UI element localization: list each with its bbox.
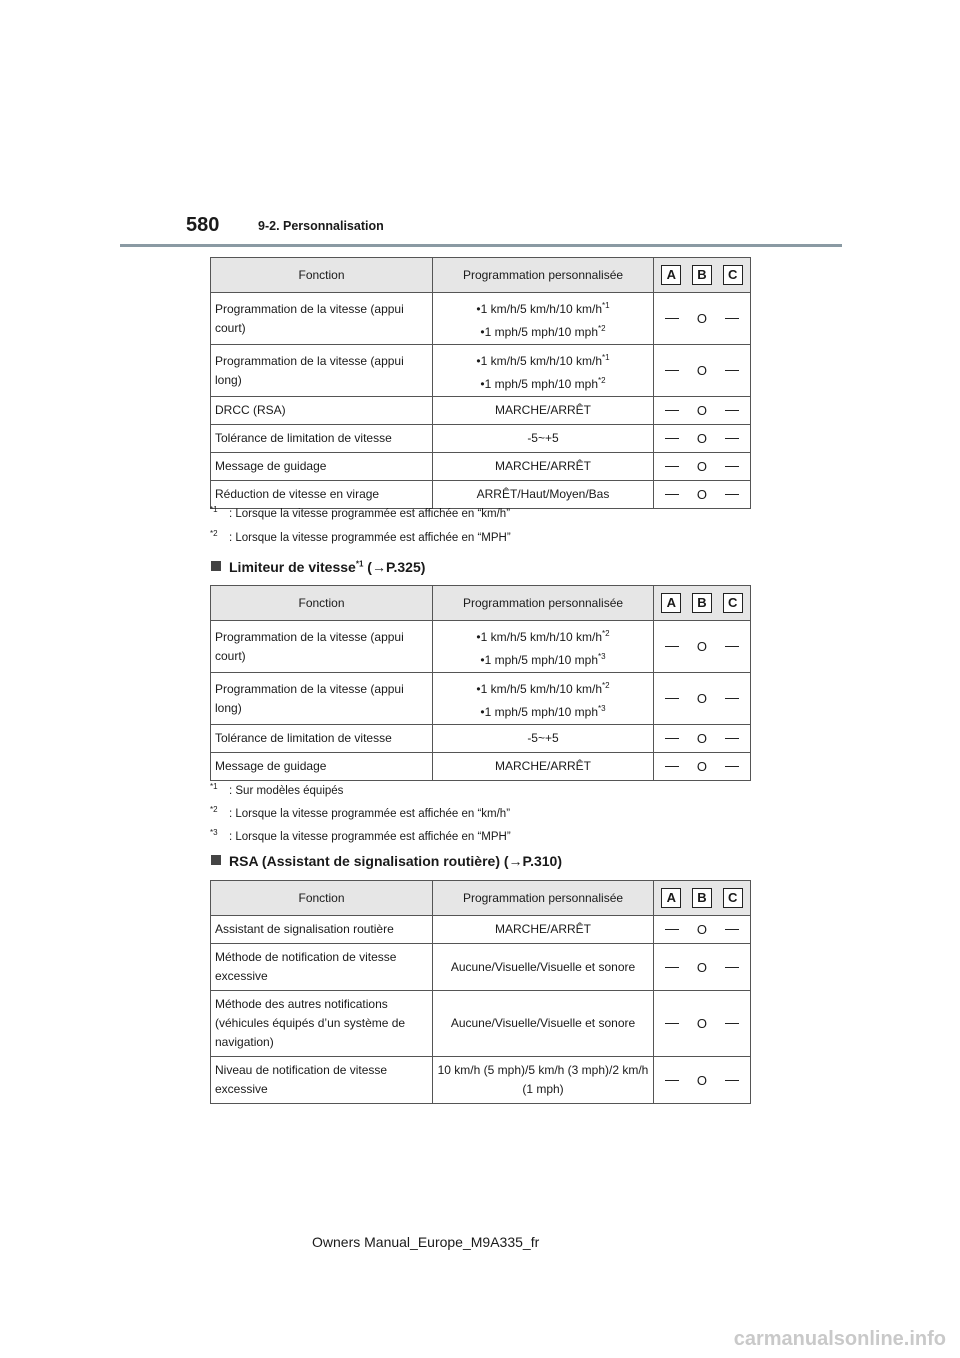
circle-mark: O <box>696 459 708 474</box>
function-cell: Tolérance de limitation de vitesse <box>211 725 433 753</box>
abc-cell <box>654 481 751 509</box>
column-header-function: Fonction <box>211 586 433 621</box>
setting-cell <box>433 621 654 673</box>
dash-mark <box>725 738 739 739</box>
circle-mark: O <box>696 959 708 975</box>
setting-line: •1 km/h/5 km/h/10 km/h <box>476 353 602 368</box>
abc-cell <box>654 293 751 345</box>
table-row <box>211 453 751 481</box>
footnote-mark: *1 <box>210 505 218 514</box>
customization-table-1 <box>210 257 751 509</box>
footnote-ref: *2 <box>602 628 610 638</box>
column-header-programming: Programmation personnalisée <box>433 586 654 621</box>
setting-line: •1 mph/5 mph/10 mph <box>480 376 599 391</box>
circle-mark: O <box>696 1072 708 1088</box>
circle-mark: O <box>696 1016 708 1031</box>
abc-cell <box>654 725 751 753</box>
dash-mark <box>665 370 679 371</box>
footnote-text: : Lorsque la vitesse programmée est affichée en “km/h” <box>229 807 511 820</box>
header-rule <box>120 244 842 247</box>
footnote-mark: *1 <box>210 782 218 791</box>
abc-cell <box>654 621 751 673</box>
dash-mark <box>665 766 679 767</box>
section-title-text: Limiteur de vitesse <box>229 559 356 575</box>
function-cell: Méthode de notification de vitesse excessive <box>211 944 433 991</box>
column-header-abc <box>654 881 751 916</box>
function-cell: Assistant de signalisation routière <box>211 916 433 944</box>
dash-mark <box>665 929 679 930</box>
setting-cell <box>433 293 654 345</box>
column-header-function: Fonction <box>211 881 433 916</box>
dash-mark <box>725 494 739 495</box>
watermark: carmanualsonline.info <box>733 1328 946 1350</box>
column-header-abc <box>654 586 751 621</box>
function-cell: Message de guidage <box>211 753 433 781</box>
dash-mark <box>725 370 739 371</box>
setting-line: •1 mph/5 mph/10 mph <box>480 652 599 667</box>
table-row <box>211 673 751 725</box>
dash-mark <box>725 1023 739 1024</box>
setting-cell: MARCHE/ARRÊT <box>433 397 654 425</box>
dash-mark <box>725 766 739 767</box>
column-b-label: B <box>692 593 712 613</box>
footnote-mark: *2 <box>210 805 218 814</box>
dash-mark <box>665 1023 679 1024</box>
table-row <box>211 425 751 453</box>
footnote-ref: *3 <box>598 651 606 661</box>
dash-mark <box>665 967 679 968</box>
footnote <box>210 529 511 544</box>
footnote-mark: *2 <box>210 529 218 538</box>
column-header-programming: Programmation personnalisée <box>433 258 654 293</box>
abc-cell <box>654 916 751 944</box>
circle-mark: O <box>696 487 708 502</box>
dash-mark <box>665 646 679 647</box>
function-cell: Réduction de vitesse en virage <box>211 481 433 509</box>
circle-mark: O <box>696 731 708 746</box>
dash-mark <box>665 738 679 739</box>
section-title-text: RSA (Assistant de signalisation routière) <box>229 853 500 869</box>
footnote-ref: *2 <box>602 680 610 690</box>
function-cell: Programmation de la vitesse (appui long) <box>211 673 433 725</box>
function-cell: DRCC (RSA) <box>211 397 433 425</box>
footnote-ref: *1 <box>602 300 610 310</box>
table-row <box>211 991 751 1057</box>
function-cell: Méthode des autres notifications (véhicules équipés d’un système de navigation) <box>211 991 433 1057</box>
footnote-mark: *3 <box>210 828 218 837</box>
setting-cell: Aucune/Visuelle/Visuelle et sonore <box>433 944 654 991</box>
dash-mark <box>725 698 739 699</box>
page-reference-link[interactable]: (→P.310) <box>503 853 562 869</box>
table-header-row <box>211 586 751 621</box>
table-row <box>211 621 751 673</box>
dash-mark <box>725 438 739 439</box>
footnote-text: : Lorsque la vitesse programmée est affichée en “MPH” <box>229 531 511 544</box>
dash-mark <box>665 410 679 411</box>
setting-line: •1 mph/5 mph/10 mph <box>480 324 599 339</box>
square-bullet-icon <box>211 561 221 571</box>
setting-cell: ARRÊT/Haut/Moyen/Bas <box>433 481 654 509</box>
table-row <box>211 944 751 991</box>
abc-cell <box>654 425 751 453</box>
footnote <box>210 805 510 820</box>
setting-cell: MARCHE/ARRÊT <box>433 753 654 781</box>
footnote-text: : Lorsque la vitesse programmée est affichée en “MPH” <box>229 830 511 843</box>
setting-cell: MARCHE/ARRÊT <box>433 453 654 481</box>
column-header-function: Fonction <box>211 258 433 293</box>
dash-mark <box>665 1080 679 1081</box>
function-cell: Tolérance de limitation de vitesse <box>211 425 433 453</box>
abc-cell <box>654 345 751 397</box>
footnote <box>210 505 510 520</box>
page-number: 580 <box>186 214 220 236</box>
column-c-label: C <box>723 265 743 285</box>
abc-cell <box>654 397 751 425</box>
column-header-programming: Programmation personnalisée <box>433 881 654 916</box>
function-cell: Programmation de la vitesse (appui long) <box>211 345 433 397</box>
footnote <box>210 782 343 797</box>
circle-mark: O <box>696 691 708 706</box>
section-title-rsa <box>211 853 562 869</box>
footnote-text: : Sur modèles équipés <box>229 784 344 797</box>
table-row <box>211 1057 751 1104</box>
column-c-label: C <box>723 593 743 613</box>
circle-mark: O <box>696 639 708 654</box>
abc-cell <box>654 453 751 481</box>
table-header-row <box>211 881 751 916</box>
dash-mark <box>725 929 739 930</box>
section-title-speed-limiter <box>211 559 425 575</box>
circle-mark: O <box>696 363 708 378</box>
document-footer: Owners Manual_Europe_M9A335_fr <box>312 1234 540 1250</box>
setting-cell <box>433 345 654 397</box>
dash-mark <box>665 494 679 495</box>
dash-mark <box>665 438 679 439</box>
setting-cell: Aucune/Visuelle/Visuelle et sonore <box>433 991 654 1057</box>
column-a-label: A <box>661 265 681 285</box>
dash-mark <box>665 466 679 467</box>
abc-cell <box>654 944 751 991</box>
square-bullet-icon <box>211 855 221 865</box>
dash-mark <box>665 698 679 699</box>
table-row <box>211 916 751 944</box>
column-b-label: B <box>692 265 712 285</box>
circle-mark: O <box>696 922 708 937</box>
setting-cell: -5~+5 <box>433 725 654 753</box>
table-row <box>211 753 751 781</box>
footnote <box>210 828 511 843</box>
function-cell: Programmation de la vitesse (appui court) <box>211 621 433 673</box>
setting-line: •1 mph/5 mph/10 mph <box>480 704 599 719</box>
function-cell: Niveau de notification de vitesse excessive <box>211 1057 433 1104</box>
function-cell: Programmation de la vitesse (appui court) <box>211 293 433 345</box>
table-row <box>211 725 751 753</box>
setting-line: •1 km/h/5 km/h/10 km/h <box>476 681 602 696</box>
table-header-row <box>211 258 751 293</box>
circle-mark: O <box>696 403 708 418</box>
footnote-text: : Lorsque la vitesse programmée est affichée en “km/h” <box>229 507 511 520</box>
setting-cell: MARCHE/ARRÊT <box>433 916 654 944</box>
abc-cell <box>654 753 751 781</box>
column-a-label: A <box>661 888 681 908</box>
column-c-label: C <box>723 888 743 908</box>
setting-cell: 10 km/h (5 mph)/5 km/h (3 mph)/2 km/h (1 mph) <box>433 1057 654 1104</box>
footnote-ref: *3 <box>598 703 606 713</box>
section-header: 9-2. Personnalisation <box>258 219 384 233</box>
column-header-abc <box>654 258 751 293</box>
circle-mark: O <box>696 431 708 446</box>
circle-mark: O <box>696 311 708 326</box>
abc-cell <box>654 673 751 725</box>
dash-mark <box>725 1080 739 1081</box>
table-row <box>211 397 751 425</box>
setting-line: •1 km/h/5 km/h/10 km/h <box>476 629 602 644</box>
customization-table-2 <box>210 585 751 781</box>
column-b-label: B <box>692 888 712 908</box>
page-reference-link[interactable]: (→P.325) <box>367 559 426 575</box>
abc-cell <box>654 1057 751 1104</box>
table-row <box>211 345 751 397</box>
footnote-ref: *2 <box>598 323 606 333</box>
footnote-ref: *1 <box>602 352 610 362</box>
customization-table-3 <box>210 880 751 1104</box>
footnote-ref: *2 <box>598 375 606 385</box>
column-a-label: A <box>661 593 681 613</box>
circle-mark: O <box>696 759 708 774</box>
setting-cell <box>433 673 654 725</box>
setting-cell: -5~+5 <box>433 425 654 453</box>
dash-mark <box>725 410 739 411</box>
footnote-ref: *1 <box>355 559 364 569</box>
setting-line: •1 km/h/5 km/h/10 km/h <box>476 301 602 316</box>
dash-mark <box>725 466 739 467</box>
dash-mark <box>725 646 739 647</box>
dash-mark <box>665 318 679 319</box>
dash-mark <box>725 318 739 319</box>
abc-cell <box>654 991 751 1057</box>
dash-mark <box>725 967 739 968</box>
table-row <box>211 293 751 345</box>
function-cell: Message de guidage <box>211 453 433 481</box>
